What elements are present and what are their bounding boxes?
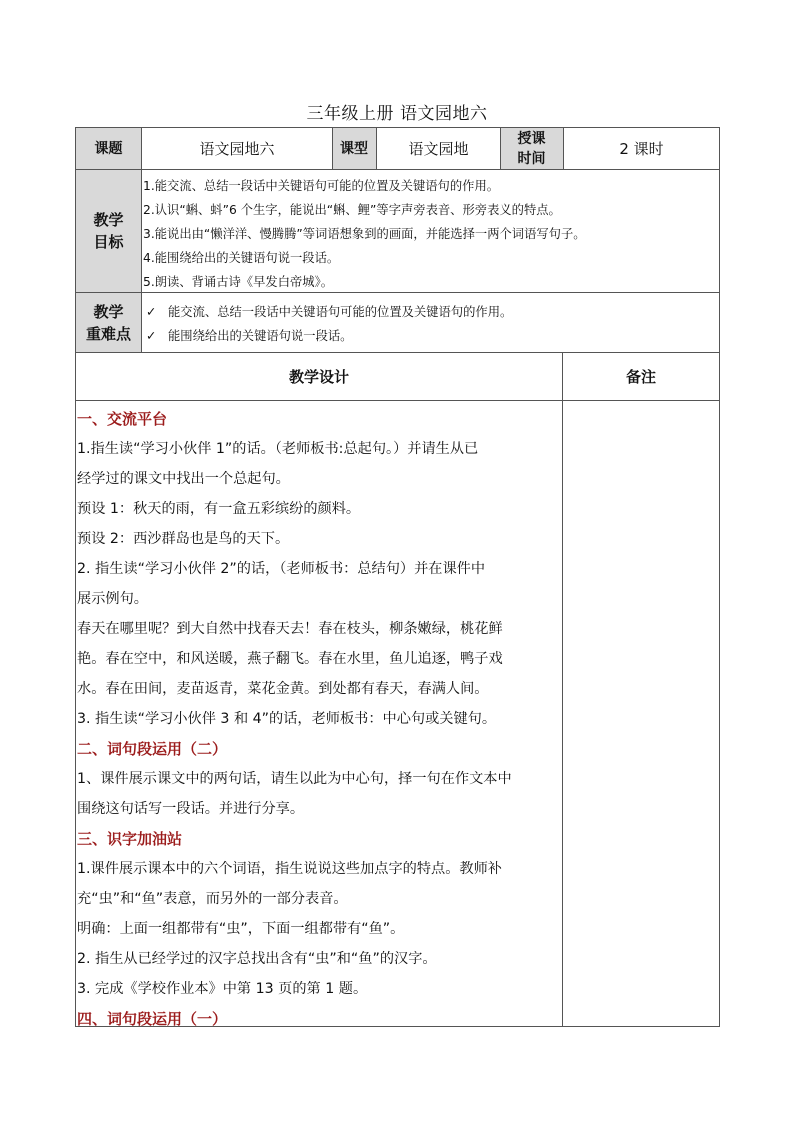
time-label-line-2: 时间 (517, 150, 546, 167)
objective-item: 2.认识“蝌、蚪”6 个生字，能说出“蝌、鲤”等字声旁表音、形旁表义的特点。 (143, 203, 561, 217)
objective-item: 3.能说出由“懒洋洋、慢腾腾”等词语想象到的画面，并能选择一两个词语写句子。 (143, 227, 586, 241)
keypoint-item (146, 324, 716, 348)
keypoints-label-line-2: 重难点 (85, 324, 131, 343)
keypoint-text: 能围绕给出的关键语句说一段话。 (168, 329, 353, 343)
design-line: 预设 2：西沙群岛也是鸟的天下。 (77, 531, 290, 547)
design-header: 教学设计 (288, 367, 349, 386)
design-line: 水。春在田间，麦苗返青，菜花金黄。到处都有春天，春满人间。 (77, 681, 489, 697)
design-line: 明确：上面一组都带有“虫”，下面一组都带有“鱼”。 (77, 921, 405, 937)
type-label: 课型 (340, 140, 368, 157)
design-line: 展示例句。 (77, 591, 148, 607)
design-line: 2. 指生从已经学过的汉字总找出含有“虫”和“鱼”的汉字。 (77, 951, 437, 967)
notes-header: 备注 (625, 367, 656, 386)
objectives-label-line-1: 教学 (93, 211, 124, 229)
topic-label: 课题 (94, 140, 123, 157)
objectives-label-line-2: 目标 (93, 233, 124, 251)
design-line: 充“虫”和“鱼”表意，而另外的一部分表音。 (77, 891, 348, 907)
design-line: 围绕这句话写一段话。并进行分享。 (77, 801, 305, 817)
notes-cell (563, 401, 719, 1026)
keypoints-list (146, 300, 716, 348)
design-line: 3. 指生读“学习小伙伴 3 和 4”的话，老师板书：中心句或关键句。 (77, 711, 497, 727)
keypoints-label-line-1: 教学 (93, 302, 124, 321)
lesson-plan-table (75, 127, 720, 1027)
design-line: 3. 完成《学校作业本》中第 13 页的第 1 题。 (77, 981, 368, 997)
design-line: 2. 指生读“学习小伙伴 2”的话，（老师板书：总结句）并在课件中 (77, 561, 486, 577)
design-line: 1.指生读“学习小伙伴 1”的话。（老师板书:总起句。）并请生从已 (77, 441, 479, 457)
keypoints-label (76, 293, 141, 352)
objective-item: 5.朗读、背诵古诗《早发白帝城》。 (143, 275, 334, 289)
check-icon: ✓ (146, 305, 157, 319)
section-heading: 二、词句段运用（二） (77, 740, 228, 758)
time-label (500, 128, 563, 169)
design-line: 预设 1：秋天的雨，有一盒五彩缤纷的颜料。 (77, 501, 361, 517)
objectives-label (76, 170, 141, 292)
keypoint-text: 能交流、总结一段话中关键语句可能的位置及关键语句的作用。 (168, 305, 513, 319)
check-icon: ✓ (146, 329, 157, 343)
section-heading: 一、交流平台 (77, 410, 168, 428)
objectives-list (143, 174, 717, 294)
time-label-line-1: 授课 (517, 130, 546, 147)
objective-item: 1.能交流、总结一段话中关键语句可能的位置及关键语句的作用。 (143, 179, 500, 193)
time-value: 2 课时 (619, 140, 664, 158)
section-heading: 四、词句段运用（一） (77, 1010, 228, 1028)
design-line: 经学过的课文中找出一个总起句。 (77, 471, 290, 487)
section-heading: 三、识字加油站 (77, 830, 183, 848)
page-title: 三年级上册 语文园地六 (306, 104, 488, 124)
design-line: 春天在哪里呢？到大自然中找春天去！春在枝头，柳条嫩绿，桃花鲜 (77, 621, 503, 637)
design-line: 艳。春在空中，和风送暖，燕子翻飞。春在水里，鱼儿追逐，鸭子戏 (77, 651, 503, 667)
topic-value: 语文园地六 (199, 140, 275, 158)
design-line: 1、课件展示课文中的两句话，请生以此为中心句，择一句在作文本中 (77, 771, 512, 787)
keypoint-item (146, 300, 716, 324)
type-value: 语文园地 (408, 140, 469, 158)
design-line: 1.课件展示课本中的六个词语，指生说说这些加点字的特点。教师补 (77, 861, 502, 877)
objective-item: 4.能围绕给出的关键语句说一段话。 (143, 251, 340, 265)
design-body (77, 404, 561, 1034)
